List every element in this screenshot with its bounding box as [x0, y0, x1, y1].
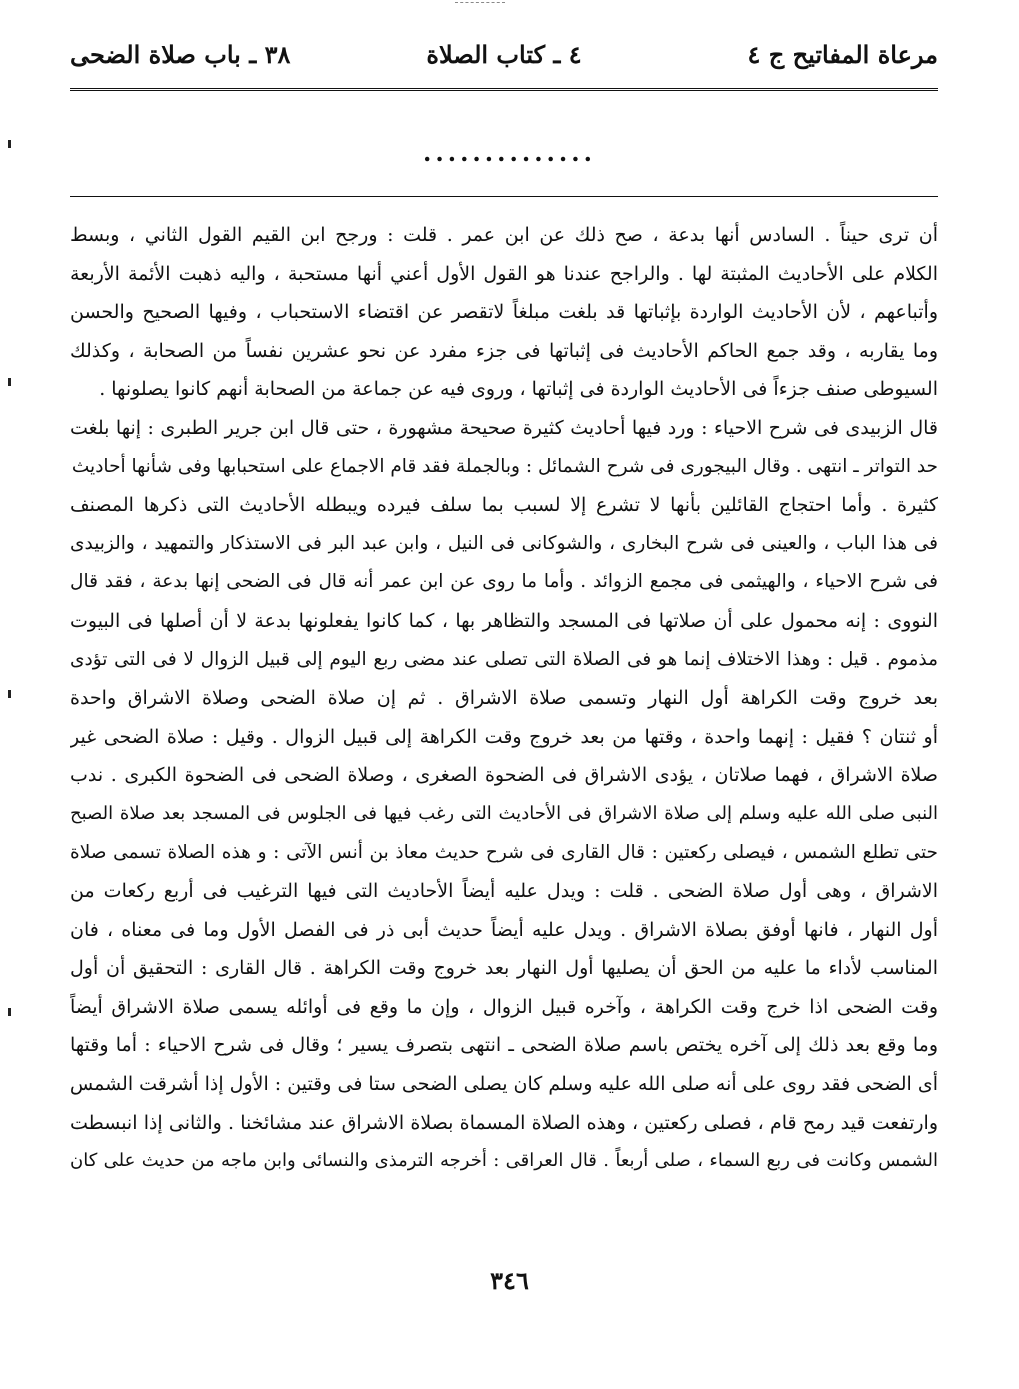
- text-line: حتى تطلع الشمس ، فيصلى ركعتين : قال القارى فى شرح حديث معاذ بن أنس الآتى : و هذه الصلاة تسمى صلاة: [70, 841, 938, 863]
- scan-edge-mark: [455, 2, 505, 3]
- margin-mark: [8, 1008, 11, 1016]
- text-divider: [70, 196, 938, 197]
- header-book-title: مرعاة المفاتيح ج ٤: [747, 40, 938, 69]
- text-line: مذموم . قيل : وهذا الاختلاف إنما هو فى الصلاة التى تصلى عند مضى ربع اليوم إلى قبيل الزوال لا فى التى تؤدى: [70, 648, 938, 670]
- margin-mark: [8, 690, 11, 698]
- text-line: الشمس وكانت فى ربع السماء ، صلى أربعاً . قال العراقى : أخرجه الترمذى والنسائى وابن ماجه من حديث على كان: [70, 1150, 938, 1172]
- margin-mark: [8, 140, 11, 148]
- text-line: فى شرح الاحياء ، والهيثمى فى مجمع الزوائد . وأما ما روى عن ابن عمر أنه قال فى الضحى إنها بدعة ، فقد قال: [70, 571, 938, 593]
- text-line: أول النهار ، فانها أوفق بصلاة الاشراق . ويدل عليه أيضاً حديث أبى ذر فى الفصل الأول وما فى معناه ، فان: [70, 918, 938, 941]
- text-line: الكلام على الأحاديث المثبتة لها . والراجح عندنا هو القول الأول أعني أنها مستحبة ، واليه ذهبت الأئمة الأربعة: [70, 262, 938, 285]
- body-text: [70, 216, 938, 1181]
- text-line: أو ثنتان ؟ فقيل : إنهما واحدة ، وقتها من بعد خروج وقت الكراهة إلى قبيل الزوال . وقيل : صلاة الضحى غير: [70, 725, 938, 748]
- text-line: وما وقع بعد ذلك إلى آخره يختص باسم صلاة الضحى ـ انتهى بتصرف يسير ؛ وقال فى شرح الاحياء : أما وقتها: [70, 1034, 938, 1057]
- text-line: صلاة الاشراق ، فهما صلاتان ، يؤدى الاشراق فى الضحوة الصغرى ، وصلاة الضحى فى الضحوة الكبرى . ندب: [70, 764, 938, 787]
- text-line: فى هذا الباب ، والعينى فى شرح البخارى ، والشوكانى فى النيل ، وابن عبد البر فى الاستذكار والتمهيد ، والزبيدى: [70, 532, 938, 554]
- text-line: أن ترى حيناً . السادس أنها بدعة ، صح ذلك عن ابن عمر . قلت : ورجح ابن القيم القول الثاني ، وبسط: [70, 224, 938, 246]
- dotted-separator: ..............: [423, 138, 596, 167]
- text-line: السيوطى صنف جزءاً فى الأحاديث الواردة فى إثباتها ، وروى فيه عن جماعة من الصحابة أنهم كانوا يصلونها .: [99, 378, 938, 401]
- margin-mark: [8, 378, 11, 386]
- text-line: النووى : إنه محمول على أن صلاتها فى المسجد والتظاهر بها ، كما كانوا يفعلونها بدعة لا أن أصلها فى البيوت: [70, 609, 938, 632]
- text-line: المناسب لأداء ما عليه من الحق أن يصليها أول النهار بعد خروج وقت الكراهة . قال القارى : التحقيق أن أول: [70, 957, 938, 980]
- header-section: ٤ ـ كتاب الصلاة: [426, 40, 582, 69]
- running-header: [70, 40, 938, 80]
- text-line: أى الضحى فقد روى على أنه صلى الله عليه وسلم كان يصلى الضحى ستا فى وقتين : الأول إذا أشرقت الشمس: [70, 1073, 938, 1096]
- header-chapter: ٣٨ ـ باب صلاة الضحى: [70, 40, 291, 69]
- text-line: كثيرة . وأما احتجاج القائلين بأنها لا تشرع إلا لسبب بما سلف فيرده ويبطله الأحاديث التى ذكرها المصنف: [70, 494, 938, 517]
- text-line: وقت الضحى اذا خرج وقت الكراهة ، وآخره قبيل الزوال ، وإن ما وقع فى أوائله يسمى صلاة الاشراق أيضاً: [70, 995, 938, 1018]
- page-number: ٣٤٦: [490, 1266, 529, 1295]
- text-line: النبى صلى الله عليه وسلم إلى صلاة الاشراق فى الأحاديث التى رغب فيها فى الجلوس فى المسجد بعد صلاة الصبح: [70, 802, 938, 824]
- text-line: قال الزبيدى فى شرح الاحياء : ورد فيها أحاديث كثيرة صحيحة مشهورة ، حتى قال ابن جرير الطبرى : إنها بلغت: [70, 416, 938, 439]
- text-line: بعد خروج وقت الكراهة أول النهار وتسمى صلاة الاشراق . ثم إن صلاة الضحى وصلاة الاشراق واحدة: [70, 687, 938, 710]
- header-divider: [70, 88, 938, 91]
- text-line: وما يقاربه ، وقد جمع الحاكم الأحاديث فى إثباتها فى جزء مفرد عن نحو عشرين نفساً من الصحابة ، وكذلك: [70, 339, 938, 362]
- text-line: حد التواتر ـ انتهى . وقال البيجورى فى شرح الشمائل : وبالجملة فقد قام الاجماع على استحبابها وفى شأنها أحاديث: [71, 455, 938, 477]
- text-line: وارتفعت قيد رمح قام ، فصلى ركعتين ، وهذه الصلاة المسماة بصلاة الاشراق عند مشائخنا . والثانى إذا انبسطت: [70, 1111, 938, 1134]
- text-line: وأتباعهم ، لأن الأحاديث الواردة بإثباتها قد بلغت مبلغاً لاتقصر عن اقتضاء الاستحباب ، وفيها الصحيح والحسن: [70, 301, 938, 324]
- text-line: الاشراق ، وهى أول صلاة الضحى . قلت : ويدل عليه أيضاً الأحاديث التى فيها الترغيب فى أربع ركعات من: [70, 880, 938, 903]
